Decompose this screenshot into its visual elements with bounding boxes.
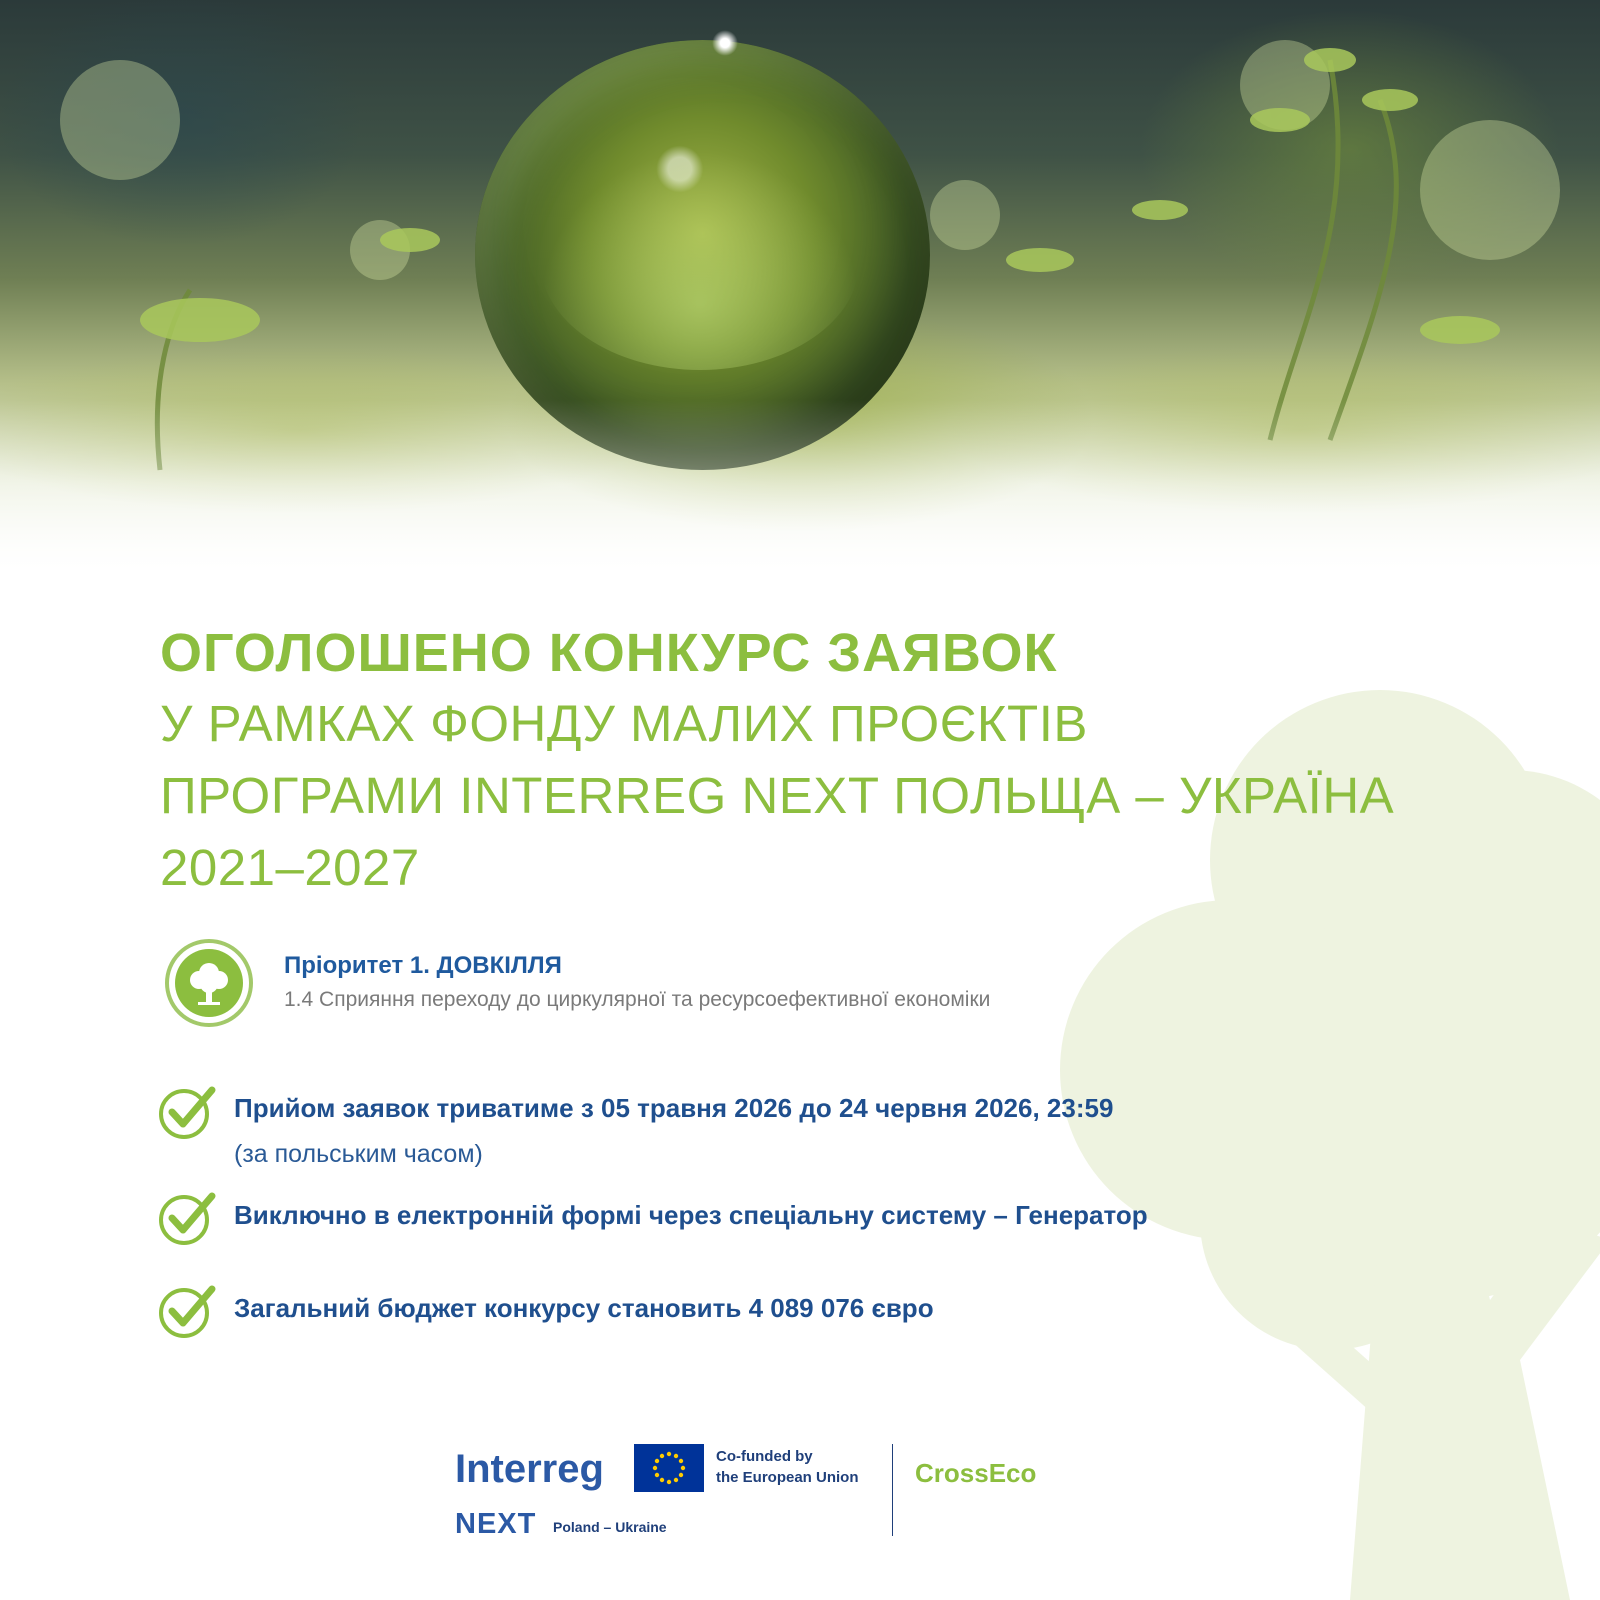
headline-line-1: ОГОЛОШЕНО КОНКУРС ЗАЯВОК — [160, 623, 1058, 683]
eu-cofunded-line-2: the European Union — [716, 1469, 859, 1486]
headline-line-2: У РАМКАХ ФОНДУ МАЛИХ ПРОЄКТІВ — [160, 695, 1088, 752]
interreg-logo: Interreg — [455, 1447, 604, 1491]
checkmark-icon — [158, 1283, 216, 1339]
eu-cofunded-line-1: Co-funded by — [716, 1448, 813, 1465]
tree-icon — [164, 938, 254, 1028]
interreg-next-label: NEXT — [455, 1508, 537, 1540]
item-deadline-note: (за польським часом) — [234, 1140, 483, 1168]
checkmark-icon — [158, 1190, 216, 1246]
headline — [160, 618, 1500, 904]
footer-divider — [892, 1444, 893, 1536]
poland-ukraine-label: Poland – Ukraine — [553, 1519, 667, 1535]
headline-line-4: 2021–2027 — [160, 839, 420, 896]
hero-photo — [0, 0, 1600, 620]
crosseco-logo: CrossEco — [915, 1458, 1037, 1488]
eu-flag-icon — [634, 1444, 704, 1492]
checkmark-icon — [158, 1084, 216, 1140]
priority-subtitle: 1.4 Сприяння переходу до циркулярної та ресурсоефективної економіки — [284, 988, 991, 1011]
item-electronic-form: Виключно в електронній формі через спеціальну систему – Генератор — [234, 1200, 1148, 1230]
item-deadline: Прийом заявок триватиме з 05 травня 2026 до 24 червня 2026, 23:59 — [234, 1093, 1114, 1123]
headline-line-3: ПРОГРАМИ INTERREG NEXT ПОЛЬЩА – УКРАЇНА — [160, 767, 1395, 824]
item-budget: Загальний бюджет конкурсу становить 4 089 076 євро — [234, 1293, 934, 1323]
priority-title: Пріоритет 1. ДОВКІЛЛЯ — [284, 952, 562, 979]
